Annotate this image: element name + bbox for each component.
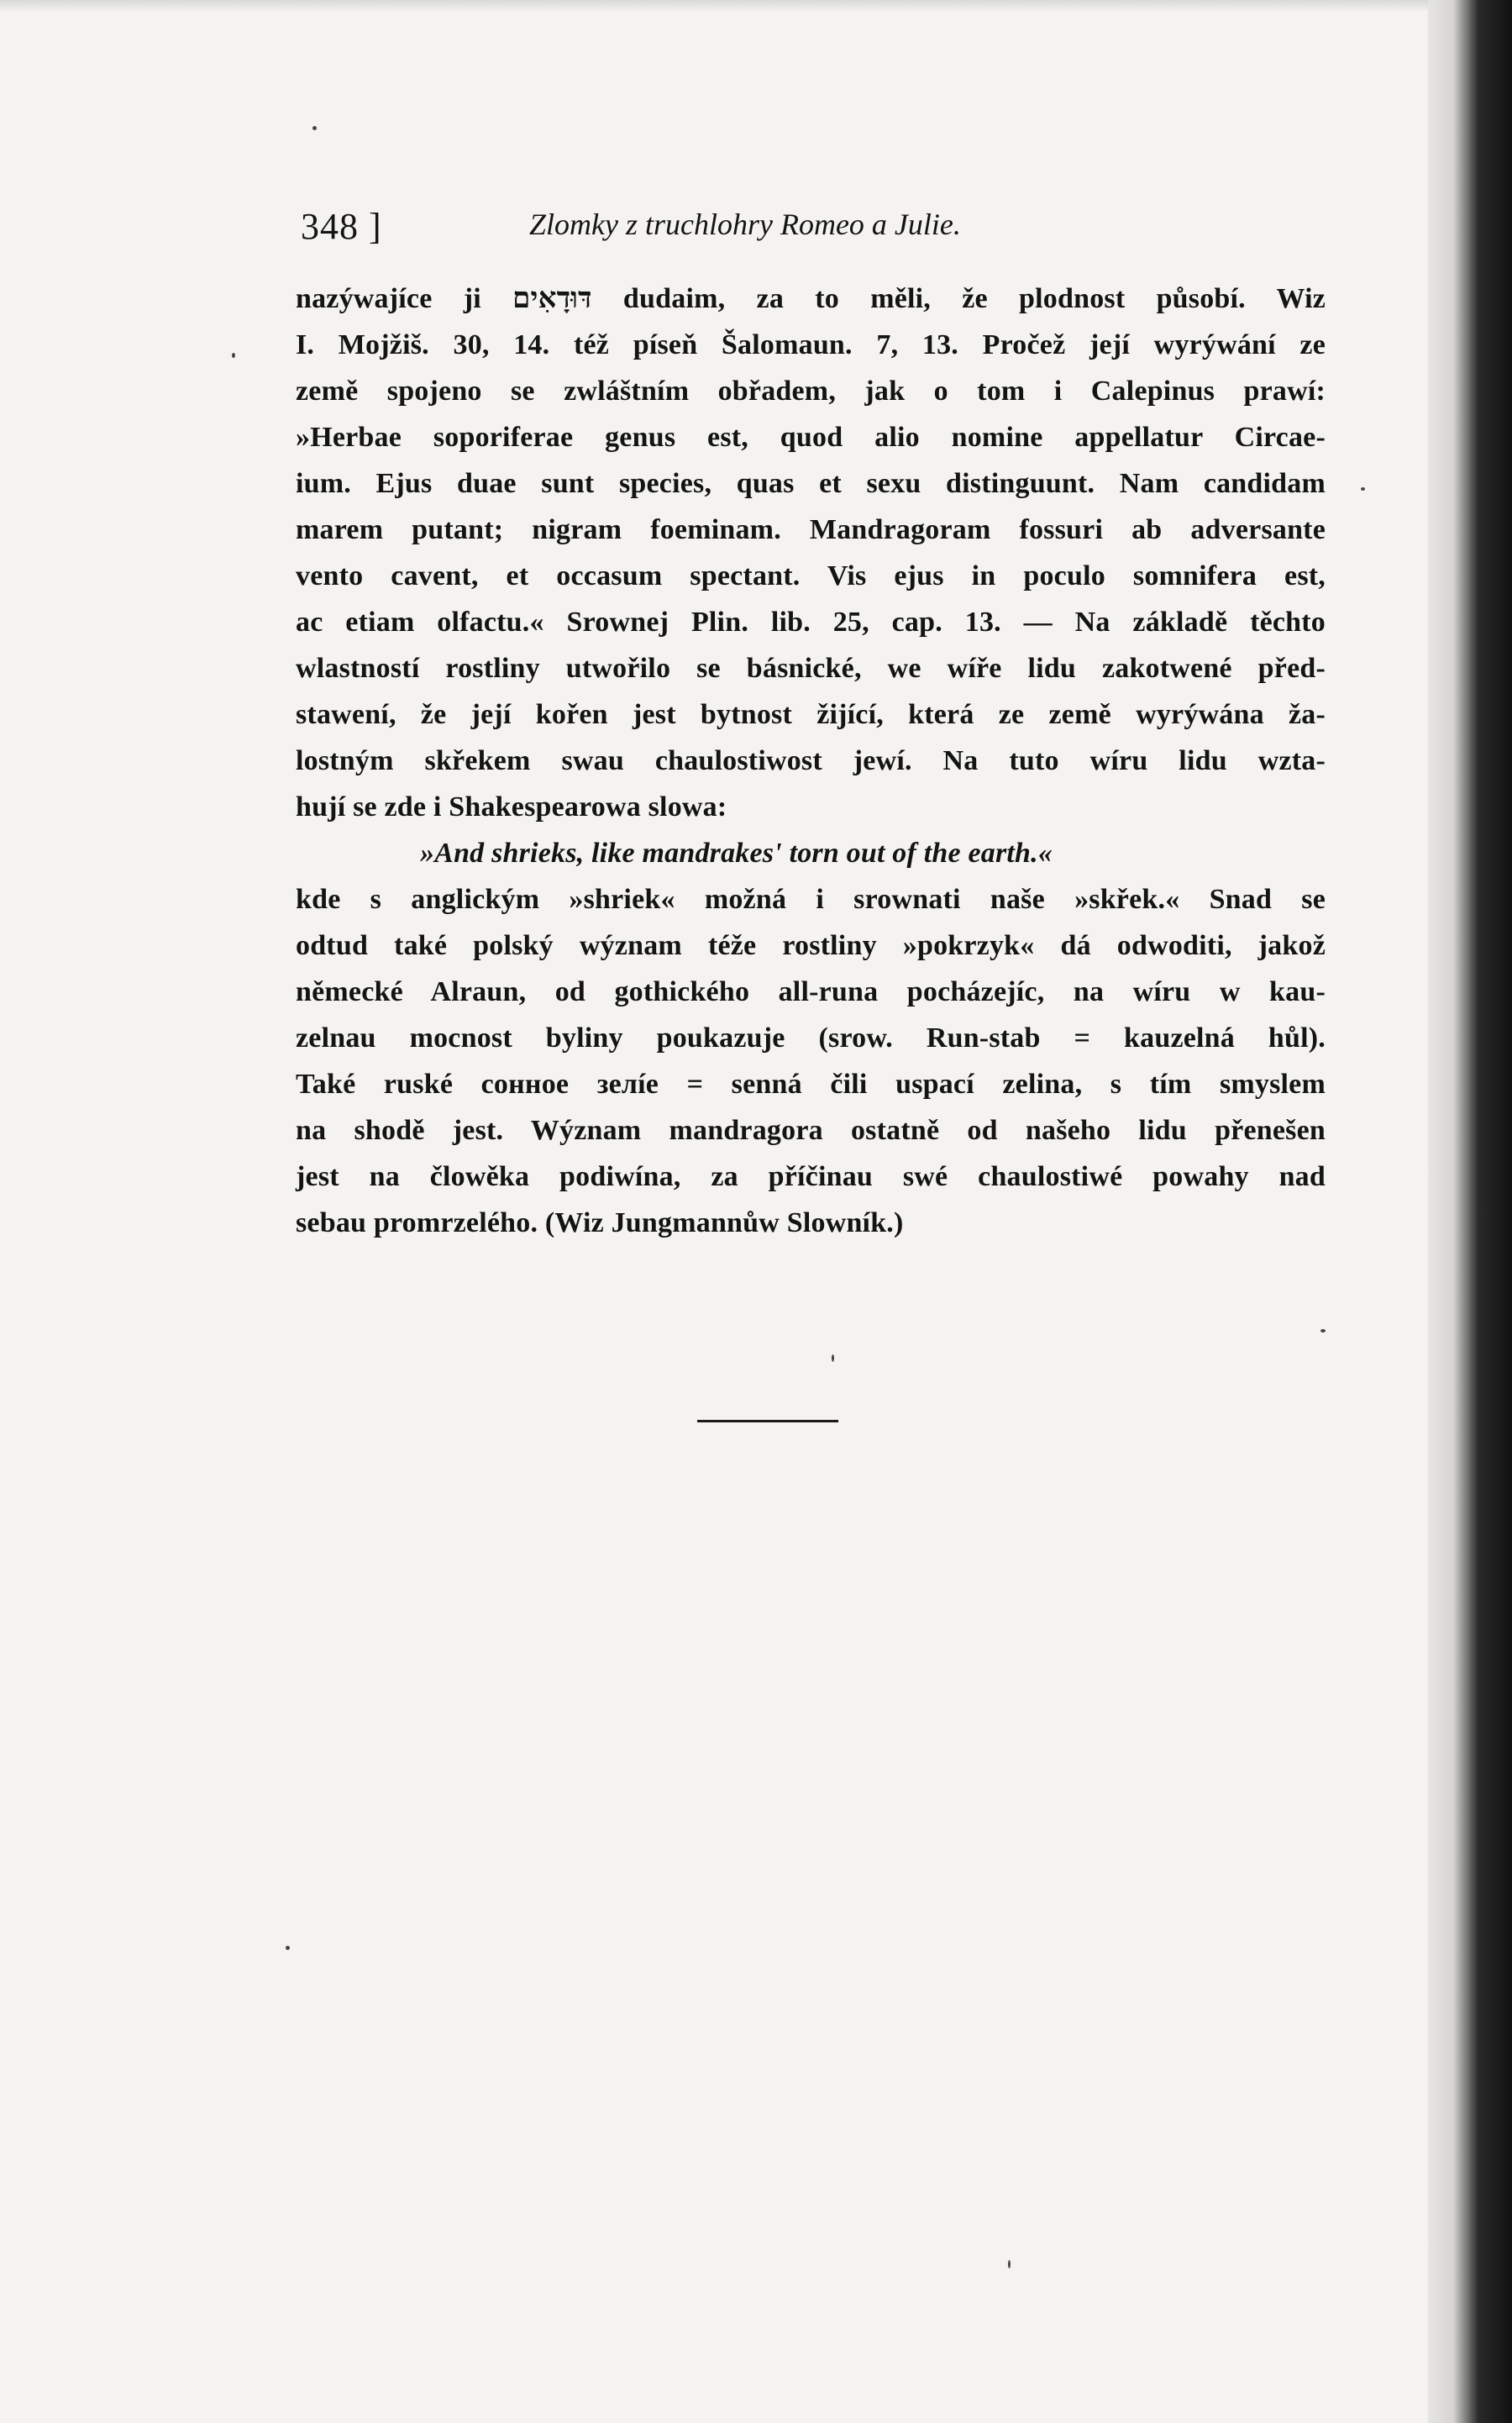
- paper-speck: [1008, 2260, 1011, 2268]
- paper-speck: [1361, 487, 1365, 491]
- paper-speck: [286, 1946, 290, 1950]
- text-line: ium. Ejus duae sunt species, quas et sexu distinguunt. Nam candidam: [296, 468, 1326, 499]
- text-line: odtud také polský wýznam téže rostliny »pokrzyk« dá odwoditi, jakož: [296, 930, 1326, 961]
- text-line: »Herbae soporiferae genus est, quod alio nomine appellatur Circae-: [296, 422, 1326, 453]
- text-line: kde s anglickým »shriek« možná i srownati naše »skřek.« Snad se: [296, 884, 1326, 915]
- paper-speck: [312, 126, 317, 130]
- text-line: nazýwajíce ji דּוּדָאִים dudaim, za to měli, že plodnost působí. Wiz: [296, 283, 1326, 314]
- text-line: I. Mojžiš. 30, 14. též píseň Šalomaun. 7, 13. Pročež její wyrýwání ze: [296, 329, 1326, 360]
- page-binding-edge: [1428, 0, 1512, 2423]
- text-line: zelnau mocnost byliny poukazuje (srow. Run-stab = kauzelná hůl).: [296, 1022, 1326, 1054]
- running-title: Zlomky z truchlohry Romeo a Julie.: [529, 208, 961, 241]
- section-rule: [697, 1420, 838, 1422]
- text-line: na shodě jest. Wýznam mandragora ostatně od našeho lidu přenešen: [296, 1115, 1326, 1146]
- text-line: Také ruské сонное зелíе = senná čili uspací zelina, s tím smyslem: [296, 1069, 1326, 1100]
- text-line: jest na člowěka podiwína, za příčinau swé chaulostiwé powahy nad: [296, 1161, 1326, 1192]
- text-line: hují se zde i Shakespearowa slowa:: [296, 791, 727, 823]
- text-line: země spojeno se zwláštním obřadem, jak o tom i Calepinus prawí:: [296, 376, 1326, 407]
- paper-speck: [232, 353, 235, 358]
- page-header: [301, 205, 1334, 255]
- paper-speck: [1320, 1329, 1326, 1332]
- text-line: ac etiam olfactu.« Srownej Plin. lib. 25, cap. 13. — Na základě těchto: [296, 607, 1326, 638]
- body-text: [296, 276, 1326, 1246]
- text-line: německé Alraun, od gothického all-runa pocházejíc, na wíru w kau-: [296, 976, 1326, 1007]
- text-line: lostným skřekem swau chaulostiwost jewí. Na tuto wíru lidu wzta-: [296, 745, 1326, 776]
- paper-speck: [832, 1354, 834, 1362]
- text-line: wlastností rostliny utwořilo se básnické, we wíře lidu zakotwené před-: [296, 653, 1326, 684]
- page-number: 348 ]: [301, 206, 382, 247]
- text-line: stawení, že její kořen jest bytnost žijící, která ze země wyrýwána ža-: [296, 699, 1326, 730]
- text-line: vento cavent, et occasum spectant. Vis ejus in poculo somnifera est,: [296, 560, 1326, 591]
- text-line: sebau promrzelého. (Wiz Jungmannůw Slowník.): [296, 1207, 904, 1238]
- page-top-edge: [0, 0, 1512, 12]
- shakespeare-quote: »And shrieks, like mandrakes' torn out of the earth.«: [420, 838, 1053, 869]
- text-line: marem putant; nigram foeminam. Mandragoram fossuri ab adversante: [296, 514, 1326, 545]
